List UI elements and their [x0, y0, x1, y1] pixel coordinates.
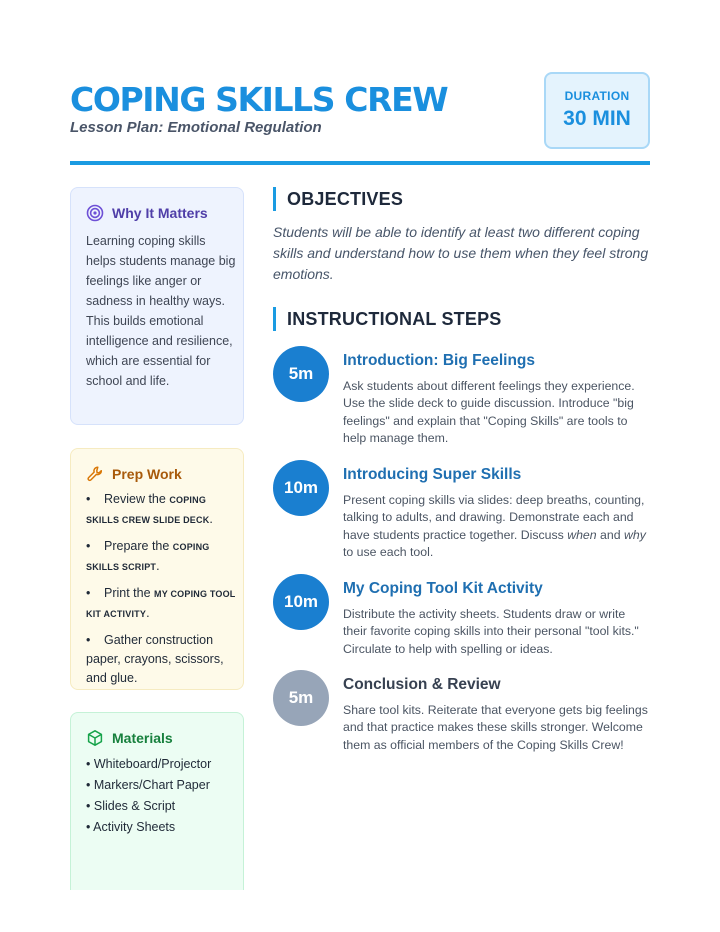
list-item: • Slides & Script [86, 799, 176, 813]
duration-value: 30 MIN [563, 107, 631, 130]
step-time-badge: 5m [273, 346, 329, 402]
duration-label: DURATION [564, 89, 630, 103]
header [70, 72, 650, 152]
target-icon [86, 204, 104, 222]
page-title: COPING SKILLS CREW [70, 80, 448, 119]
step-description: Present coping skills via slides: deep breaths, counting, talking to adults, and drawing. Demonstrate each and have students practice together. Discuss when and why to use each tool. [343, 493, 646, 559]
instructional-steps-title: INSTRUCTIONAL STEPS [287, 308, 502, 329]
why-it-matters-header [86, 204, 208, 222]
step-time-badge: 10m [273, 574, 329, 630]
heading-accent-bar [273, 307, 276, 331]
materials-list [86, 754, 211, 838]
materials-card [70, 712, 244, 890]
wrench-icon [86, 465, 104, 483]
prep-work-card [70, 448, 244, 690]
step-description: Distribute the activity sheets. Students draw or write their favorite coping skills into their personal "tool kits." Circulate to help with spelling or ideas. [343, 607, 639, 656]
objectives-text: Students will be able to identify at least two different coping skills and understand how to use them when they feel strong emotions. [273, 224, 649, 282]
list-item: • Print the MY COPING TOOL KIT ACTIVITY. [86, 586, 236, 620]
step-time-badge: 10m [273, 460, 329, 516]
instructional-steps-heading [273, 307, 501, 331]
list-item: • Gather construction paper, crayons, scissors, and glue. [86, 633, 224, 685]
list-item: • Activity Sheets [86, 820, 176, 834]
prep-work-title: Prep Work [112, 466, 182, 482]
materials-title: Materials [112, 730, 173, 746]
step-title: Introducing Super Skills [343, 466, 522, 483]
step-title: My Coping Tool Kit Activity [343, 580, 543, 597]
list-item: • Markers/Chart Paper [86, 778, 210, 792]
list-item: • Whiteboard/Projector [86, 757, 212, 771]
list-item: • Review the COPING SKILLS CREW SLIDE DECK. [86, 492, 213, 526]
heading-accent-bar [273, 187, 276, 211]
why-it-matters-text: Learning coping skills helps students manage big feelings like anger or sadness in healthy ways. This builds emotional intelligence and resilience, which are essential for school and life. [86, 234, 236, 388]
objectives-heading [273, 187, 403, 211]
why-it-matters-title: Why It Matters [112, 205, 208, 221]
objectives-title: OBJECTIVES [287, 188, 404, 209]
prep-work-header [86, 465, 182, 483]
page-subtitle: Lesson Plan: Emotional Regulation [70, 119, 322, 136]
step-title: Conclusion & Review [343, 676, 501, 693]
duration-badge [544, 72, 650, 149]
header-divider [70, 161, 650, 165]
box-icon [86, 729, 104, 747]
step-time-badge: 5m [273, 670, 329, 726]
why-it-matters-card [70, 187, 244, 425]
prep-work-list [86, 490, 241, 695]
materials-header [86, 729, 173, 747]
list-item: • Prepare the COPING SKILLS SCRIPT. [86, 539, 210, 573]
step-description: Ask students about different feelings they experience. Use the slide deck to guide discussion. Introduce "big feelings" and explain that "Coping Skills" are tools to help manage them. [343, 379, 635, 445]
step-description: Share tool kits. Reiterate that everyone gets big feelings and that practice makes these skills stronger. Welcome them as official members of the Coping Skills Crew! [343, 703, 648, 752]
step-title: Introduction: Big Feelings [343, 352, 536, 369]
